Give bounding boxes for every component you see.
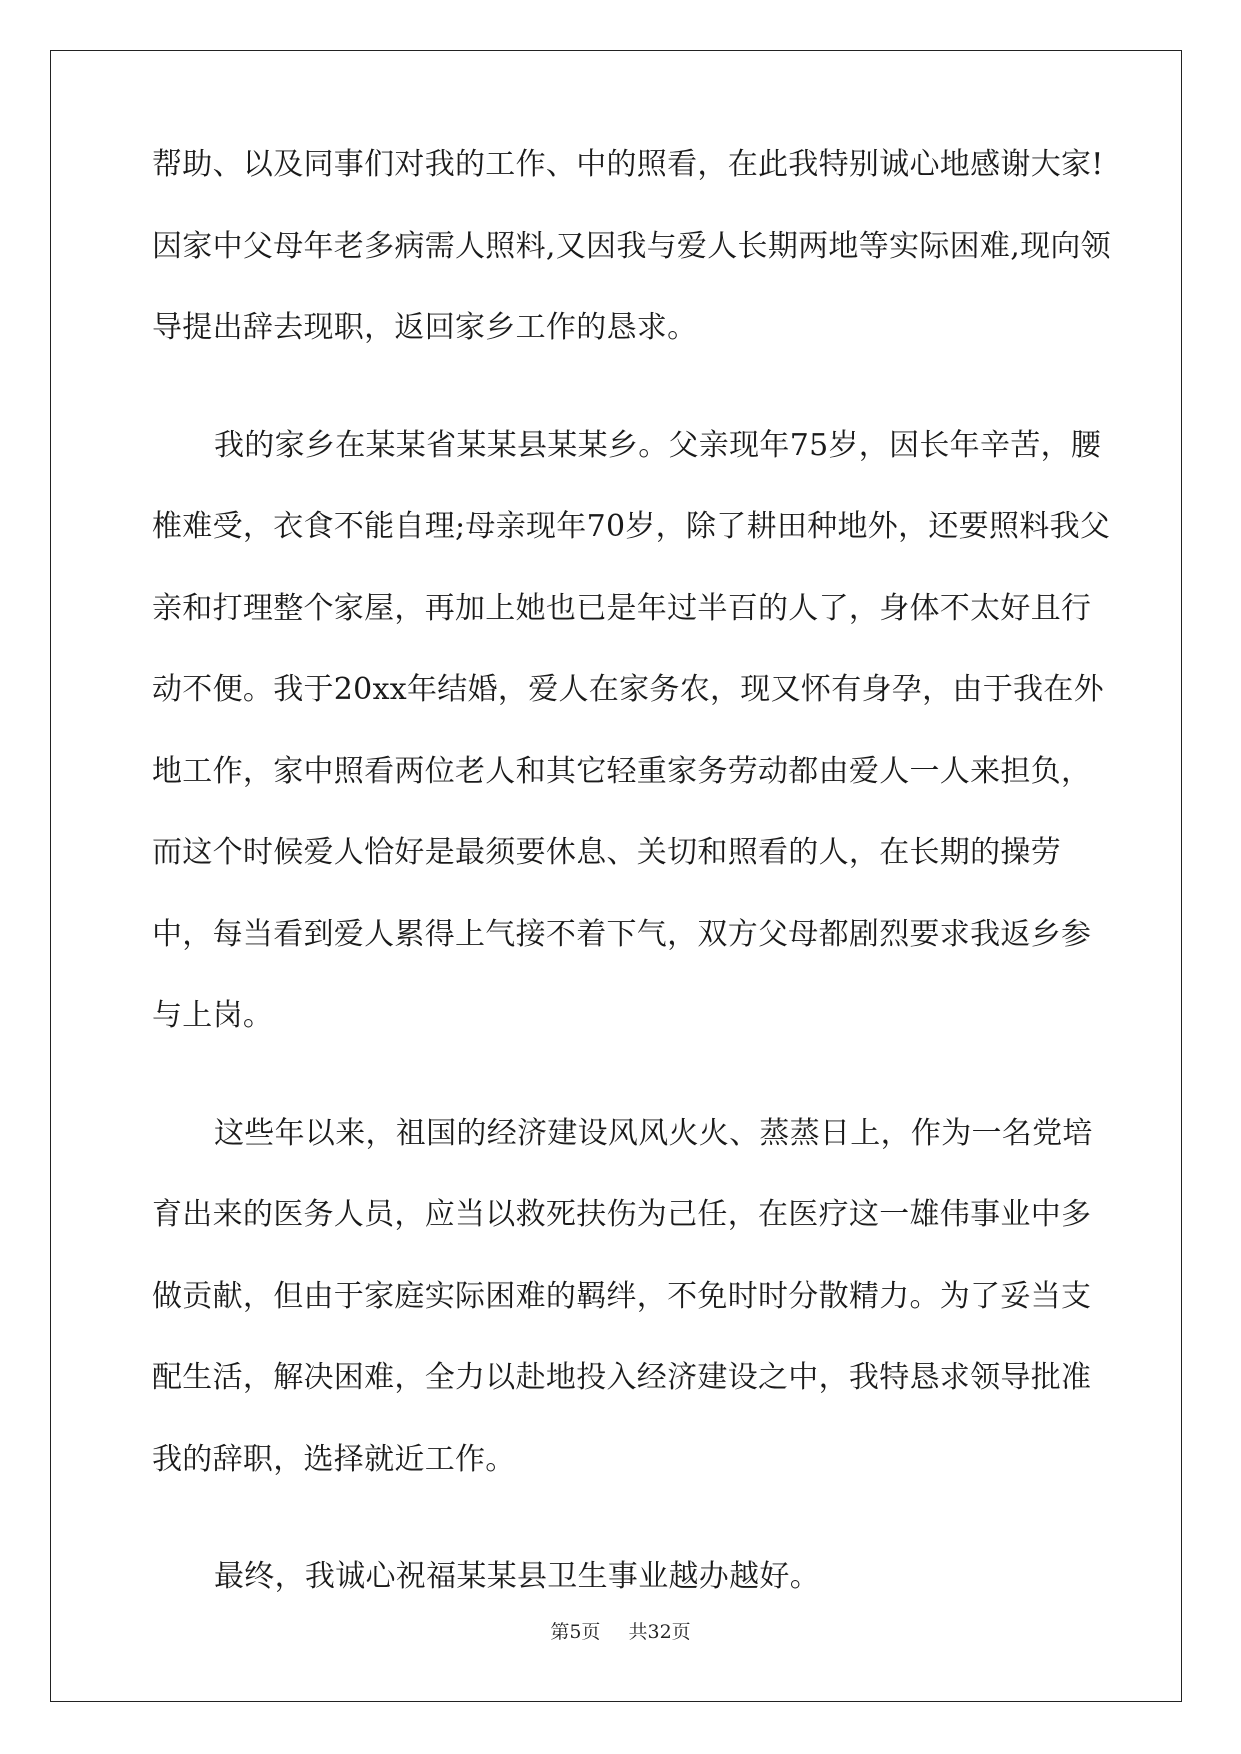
paragraph-1: 帮助、以及同事们对我的工作、中的照看，在此我特别诚心地感谢大家!因家中父母年老多病需人照料,又因我与爱人长期两地等实际困难,现向领导提出辞去现职，返回家乡工作的恳求。 — [152, 147, 1111, 345]
paragraph-3: 这些年以来，祖国的经济建设风风火火、蒸蒸日上，作为一名党培育出来的医务人员，应当以救死扶伤为己任，在医疗这一雄伟事业中多做贡献，但由于家庭实际困难的羁绊，不免时时分散精力。为了妥当支配生活，解决困难，全力以赴地投入经济建设之中，我特恳求领导批准我的辞职，选择就近工作。 — [152, 1115, 1093, 1477]
page-total: 共32页 — [628, 1621, 691, 1643]
paragraph-2: 我的家乡在某某省某某县某某乡。父亲现年75岁，因长年辛苦，腰椎难受，衣食不能自理;母亲现年70岁，除了耕田种地外，还要照料我父亲和打理整个家屋，再加上她也已是年过半百的人了，身体不太好且行动不便。我于20xx年结婚，爱人在家务农，现又怀有身孕，由于我在外地工作，家中照看两位老人和其它轻重家务劳动都由爱人一人来担负，而这个时候爱人恰好是最须要休息、关切和照看的人，在长期的操劳中，每当看到爱人累得上气接不着下气，双方父母都剧烈要求我返乡参与上岗。 — [152, 427, 1111, 1033]
page-number: 第5页 — [550, 1621, 601, 1643]
document-body — [152, 147, 1112, 1654]
paragraph-4: 最终，我诚心祝福某某县卫生事业越办越好。 — [214, 1559, 820, 1594]
page-footer — [0, 1617, 1241, 1644]
